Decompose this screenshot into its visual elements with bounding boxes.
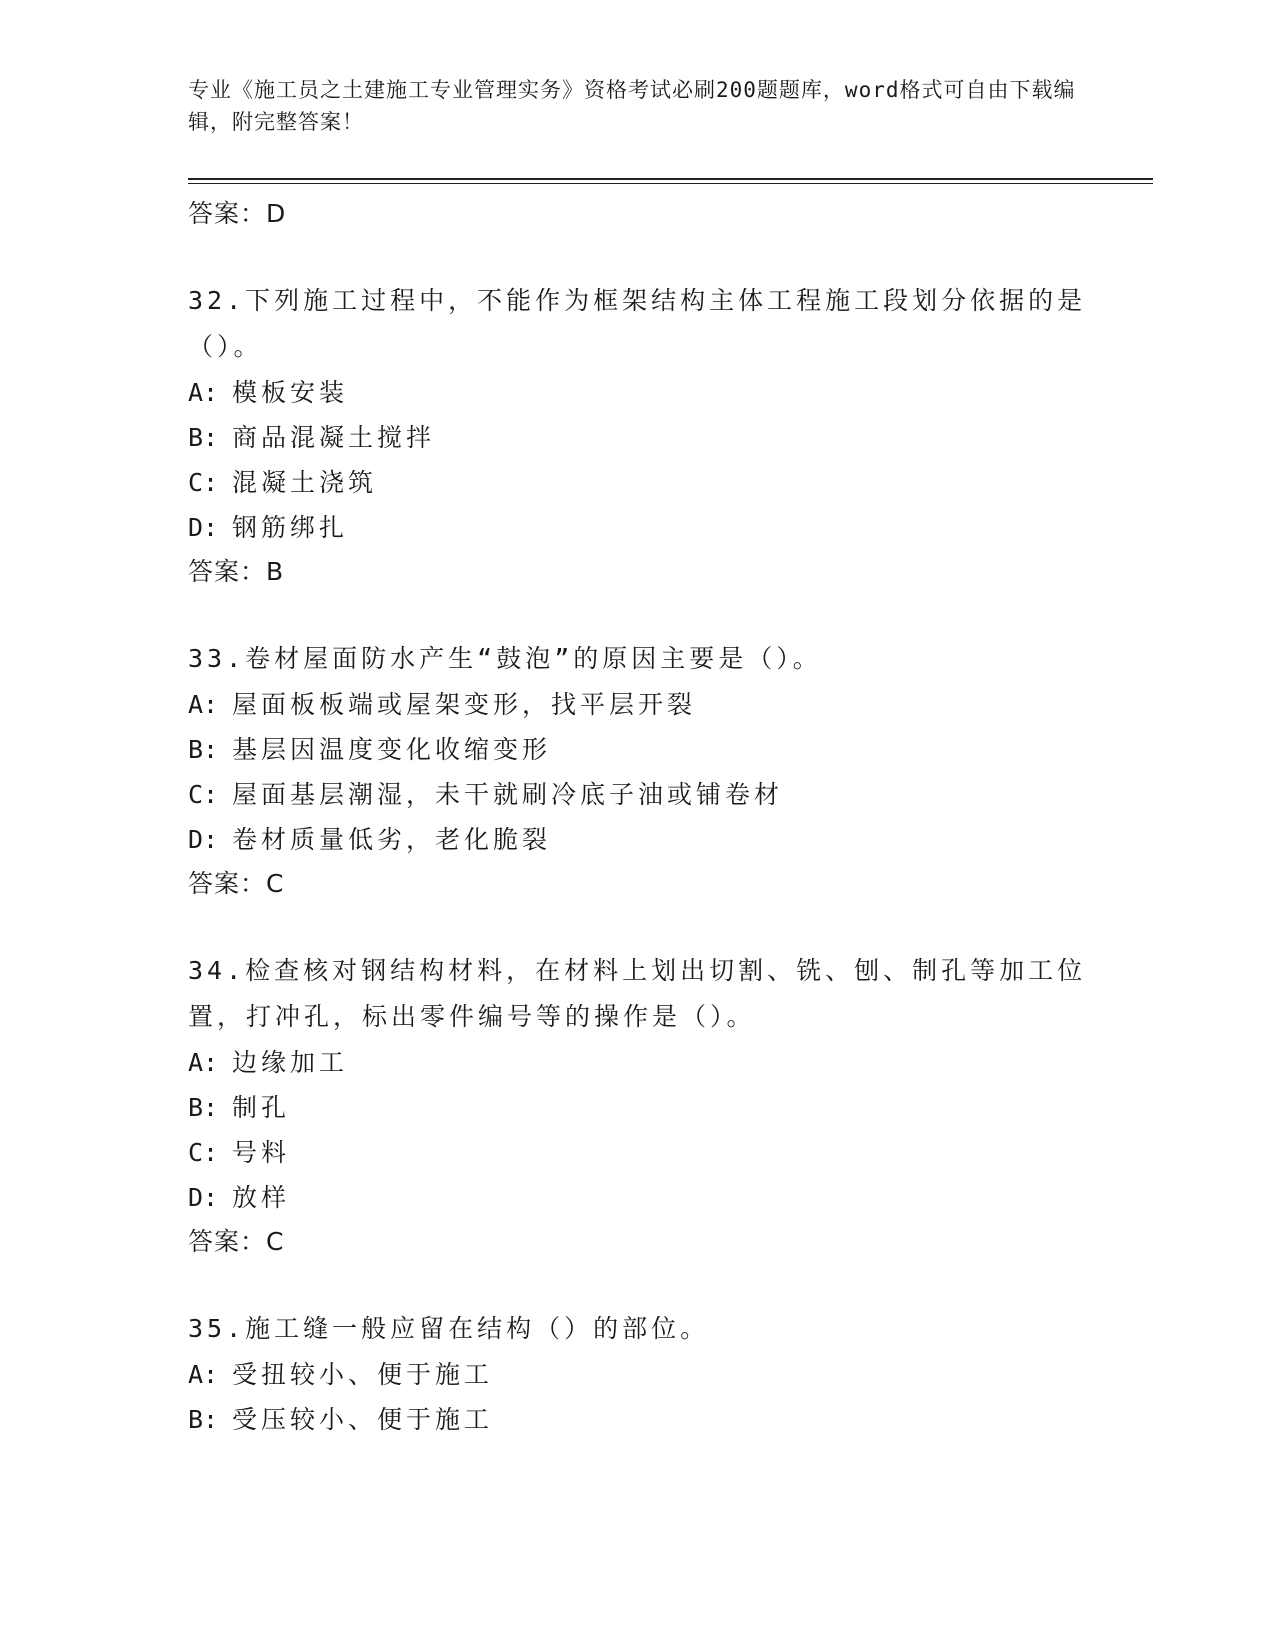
- option-text: 号料: [232, 1138, 291, 1167]
- answer-line: 答案：B: [188, 557, 285, 586]
- answer-line: 答案：C: [188, 1227, 285, 1256]
- option-b: [188, 1085, 1088, 1130]
- option-c: [188, 1130, 1088, 1175]
- question-text: 32.下列施工过程中，不能作为框架结构主体工程施工段划分依据的是（）。: [188, 286, 1087, 361]
- option-text: 放样: [232, 1183, 291, 1212]
- option-text: 卷材质量低劣，老化脆裂: [232, 825, 552, 854]
- option-label: C:: [188, 468, 219, 497]
- option-label: A:: [188, 1048, 219, 1077]
- option-label: B:: [188, 735, 219, 764]
- option-label: C:: [188, 780, 219, 809]
- option-d: [188, 1175, 1088, 1220]
- question-34: [188, 948, 1088, 1264]
- option-label: D:: [188, 1183, 219, 1212]
- option-a: [188, 370, 1088, 415]
- option-a: [188, 1352, 1088, 1397]
- option-label: D:: [188, 513, 219, 542]
- question-text: 33.卷材屋面防水产生“鼓泡”的原因主要是（）。: [188, 644, 822, 673]
- option-text: 模板安装: [232, 378, 349, 407]
- answer-line: 答案：D: [188, 199, 287, 228]
- option-b: [188, 415, 1088, 460]
- option-a: [188, 1040, 1088, 1085]
- question-list: [188, 192, 1088, 1442]
- option-label: B:: [188, 1405, 219, 1434]
- option-text: 混凝土浇筑: [232, 468, 378, 497]
- option-d: [188, 817, 1088, 862]
- option-text: 商品混凝土搅拌: [232, 423, 436, 452]
- option-b: [188, 727, 1088, 772]
- page-header: 专业《施工员之土建施工专业管理实务》资格考试必刷200题题库，word格式可自由下载编辑，附完整答案！: [188, 78, 1076, 134]
- option-c: [188, 772, 1088, 817]
- answer-line: 答案：C: [188, 869, 285, 898]
- option-c: [188, 460, 1088, 505]
- option-label: B:: [188, 423, 219, 452]
- option-d: [188, 505, 1088, 550]
- header-divider: [188, 178, 1153, 184]
- option-label: A:: [188, 1360, 219, 1389]
- option-text: 制孔: [232, 1093, 291, 1122]
- option-text: 边缘加工: [232, 1048, 349, 1077]
- question-text: 35.施工缝一般应留在结构（）的部位。: [188, 1314, 710, 1343]
- option-text: 受压较小、便于施工: [232, 1405, 494, 1434]
- option-text: 钢筋绑扎: [232, 513, 349, 542]
- option-label: D:: [188, 825, 219, 854]
- option-label: B:: [188, 1093, 219, 1122]
- option-label: A:: [188, 690, 219, 719]
- option-text: 屋面板板端或屋架变形，找平层开裂: [232, 690, 697, 719]
- option-text: 受扭较小、便于施工: [232, 1360, 494, 1389]
- option-text: 屋面基层潮湿，未干就刷冷底子油或铺卷材: [232, 780, 784, 809]
- option-label: A:: [188, 378, 219, 407]
- question-33: [188, 636, 1088, 906]
- question-text: 34.检查核对钢结构材料，在材料上划出切割、铣、刨、制孔等加工位置，打冲孔，标出零件编号等的操作是（）。: [188, 956, 1087, 1031]
- option-label: C:: [188, 1138, 219, 1167]
- option-b: [188, 1397, 1088, 1442]
- option-a: [188, 682, 1088, 727]
- option-text: 基层因温度变化收缩变形: [232, 735, 552, 764]
- question-35: [188, 1306, 1088, 1442]
- question-32: [188, 278, 1088, 594]
